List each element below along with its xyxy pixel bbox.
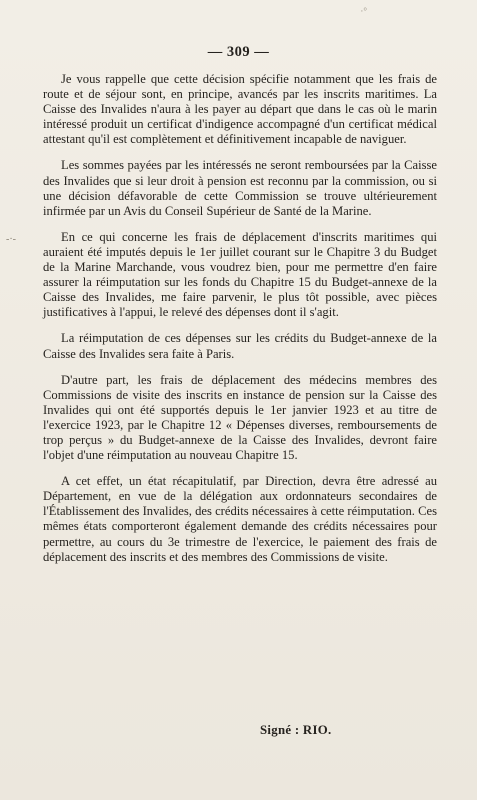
- paragraph-4: La réimputation de ces dépenses sur les crédits du Budget-annexe de la Caisse des Invalides sera faite à Paris.: [43, 331, 437, 361]
- page-number: — 309 —: [207, 44, 270, 60]
- paragraph-5: D'autre part, les frais de déplacement des médecins membres des Commissions de visite des inscrits en instance de pension sur la Caisse des Invalides qui ont été supportés depuis le 1er janvier 1923 et au titre de l'exercice 1923, par le Chapitre 12 « Dépenses diverses, remboursements de trop perçus » du Budget-annexe de la Caisse des Invalides, devront faire l'objet d'une réimputation au nouveau Chapitre 15.: [43, 372, 437, 463]
- paragraph-6: A cet effet, un état récapitulatif, par Direction, devra être adressé au Département, en vue de la délégation aux ordonnateurs secondaires de l'Établissement des Invalides, des crédits nécessaires à cette réimputation. Ces mêmes états comporteront également demande des crédits nécessaires pour permettre, au cours du 3e trimestre de l'exercice, le paiement des frais de déplacement des inscrits et des membres des Commissions de visite.: [43, 474, 437, 564]
- corner-ink-mark: ·°: [360, 6, 367, 16]
- paragraph-2: Les sommes payées par les intéressés ne seront remboursées par la Caisse des Invalides que si leur droit à pension est reconnu par la commission, ou si une décision défavorable de cette Commission se trouve ultérieurement infirmée par un Avis du Conseil Supérieur de Santé de la Marine.: [43, 158, 437, 218]
- letter-body: [43, 72, 437, 576]
- paragraph-3: En ce qui concerne les frais de déplacement d'inscrits maritimes qui auraient été imputés depuis le 1er juillet courant sur le Chapitre 3 du Budget de la Marine Marchande, vous voudrez bien, pour me permettre d'en faire assurer la réimputation sur les fonds du Chapitre 15 du Budget-annexe de la Caisse des Invalides, me faire parvenir, le plus tôt possible, avec pièces justificatives à l'appui, le relevé des dépenses dont il s'agit.: [43, 229, 437, 320]
- margin-pencil-mark: -·-: [6, 234, 16, 245]
- paragraph-1: Je vous rappelle que cette décision spécifie notamment que les frais de route et de séjour sont, en principe, avancés par les inscrits maritimes. La Caisse des Invalides n'aura à les payer au départ que dans le cas où le marin intéressé produit un certificat d'indigence accompagné d'un certificat médical attestant qu'il est complètement et définitivement incapable de naviguer.: [43, 72, 437, 147]
- signature: Signé : RIO.: [260, 723, 332, 737]
